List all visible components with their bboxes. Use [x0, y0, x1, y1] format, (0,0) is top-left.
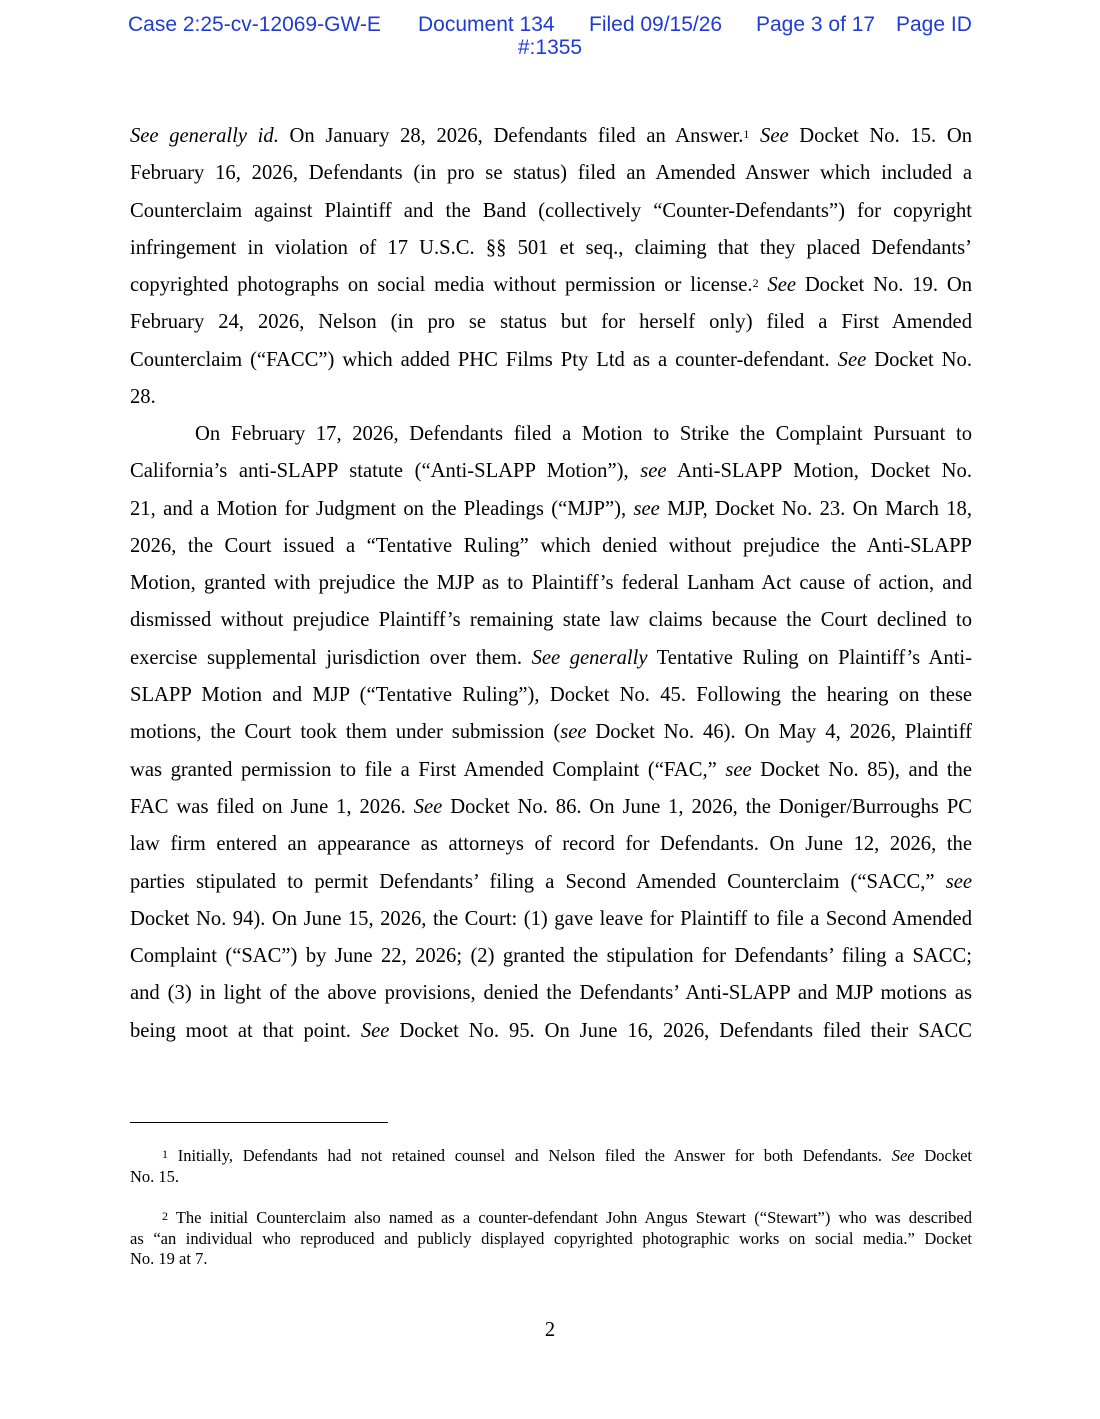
- citation-signal: see: [945, 870, 972, 893]
- text-run: Docket No. 86. On June 1, 2026, the Doniger/Burroughs PC: [442, 795, 973, 818]
- text-run: Docket No.: [866, 348, 972, 371]
- text-run: On January 28, 2026, Defendants filed an Answer.: [278, 125, 744, 147]
- text-line: [130, 453, 972, 490]
- text-line: [130, 752, 972, 789]
- text-run: Docket No. 95. On June 16, 2026, Defendants filed their SACC: [389, 1019, 972, 1042]
- text-line: dismissed without prejudice Plaintiff’s remaining state law claims because the Court declined to: [130, 609, 972, 632]
- page-number: 2: [544, 1319, 556, 1341]
- text-line: February 16, 2026, Defendants (in pro se status) filed an Amended Answer which included a: [130, 162, 972, 185]
- text-run: motions, the Court took them under submission (: [130, 721, 561, 744]
- text-line: No. 19 at 7.: [130, 1249, 208, 1268]
- citation-signal: see: [633, 497, 660, 520]
- page-id-number: #:1355: [517, 36, 583, 59]
- paragraph-2: [130, 416, 972, 1050]
- footnote-divider: [130, 1122, 388, 1123]
- text-run: Docket No. 19. On: [795, 274, 973, 297]
- text-line: 28.: [130, 386, 156, 409]
- text-run: Docket No. 85), and the: [751, 758, 972, 781]
- footnote-marker: 1: [162, 1147, 168, 1161]
- text-line: [130, 864, 972, 901]
- text-line: law firm entered an appearance as attorneys of record for Defendants. On June 12, 2026, the: [130, 833, 972, 856]
- text-run: California’s anti-SLAPP statute (“Anti-SLAPP Motion”),: [130, 460, 641, 483]
- text-run: MJP, Docket No. 23. On March 18,: [659, 497, 972, 520]
- text-run: Initially, Defendants had not retained counsel and Nelson filed the Answer for both Defendants.: [168, 1146, 892, 1165]
- footnote-ref-2[interactable]: 2: [752, 276, 759, 291]
- text-line: [130, 267, 972, 304]
- text-line: Motion, granted with prejudice the MJP as to Plaintiff’s federal Lanham Act cause of action, and: [130, 572, 972, 595]
- text-run: Counterclaim (“FACC”) which added PHC Films Pty Ltd as a counter-defendant.: [130, 348, 838, 371]
- text-line: Counterclaim against Plaintiff and the Band (collectively “Counter-Defendants”) for copyright: [130, 199, 972, 222]
- text-line: as “an individual who reproduced and publicly displayed copyrighted photographic works on social media.” Docket: [130, 1228, 972, 1248]
- case-number: Case 2:25-cv-12069-GW-E: [128, 13, 381, 36]
- text-line: [130, 118, 972, 155]
- text-run: The initial Counterclaim also named as a counter-defendant John Angus Stewart (“Stewart”) who was described: [168, 1208, 972, 1227]
- text-line: [130, 342, 972, 379]
- text-run: Docket No. 46). On May 4, 2026, Plaintiff: [586, 721, 972, 744]
- text-run: FAC was filed on June 1, 2026.: [130, 795, 414, 818]
- citation-signal: See: [891, 1146, 915, 1165]
- filed-date: Filed 09/15/26: [589, 13, 723, 36]
- footnote-ref-1[interactable]: 1: [743, 127, 750, 141]
- text-line: [130, 1208, 972, 1229]
- citation-signal: See: [413, 795, 443, 818]
- citation-signal: See: [767, 274, 796, 297]
- text-line: [130, 789, 972, 826]
- text-line: and (3) in light of the above provisions, denied the Defendants’ Anti-SLAPP and MJP motions as: [130, 982, 972, 1005]
- text-line: On February 17, 2026, Defendants filed a Motion to Strike the Complaint Pursuant to: [195, 423, 972, 445]
- text-line: [130, 714, 972, 751]
- paragraph-1: [130, 118, 972, 416]
- text-line: Docket No. 94). On June 15, 2026, the Court: (1) gave leave for Plaintiff to file a Second Amended: [130, 907, 972, 930]
- page-count: Page 3 of 17: [756, 13, 876, 36]
- text-run: Docket No. 15. On: [788, 125, 972, 147]
- footnote-1: [130, 1146, 972, 1187]
- text-line: Complaint (“SAC”) by June 22, 2026; (2) granted the stipulation for Defendants’ filing a SACC;: [130, 945, 972, 968]
- citation-signal: See: [837, 348, 867, 371]
- text-line: [130, 640, 972, 677]
- ecf-header: [0, 14, 1100, 58]
- text-run: Tentative Ruling on Plaintiff’s Anti-: [647, 646, 973, 669]
- citation-signal: See generally: [531, 646, 648, 669]
- text-run: copyrighted photographs on social media without permission or license.: [130, 274, 753, 297]
- text-run: exercise supplemental jurisdiction over them.: [130, 646, 532, 669]
- document-number: Document 134: [418, 13, 555, 36]
- text-line: infringement in violation of 17 U.S.C. §§ 501 et seq., claiming that they placed Defendants’: [130, 236, 972, 259]
- citation-signal: see: [725, 758, 752, 781]
- footnote-marker: 2: [162, 1209, 168, 1223]
- citation-signal: see: [560, 721, 587, 744]
- text-run: parties stipulated to permit Defendants’ filing a Second Amended Counterclaim (“SACC,”: [130, 870, 946, 893]
- footnote-2: [130, 1208, 972, 1270]
- page-id-label: Page ID: [896, 13, 972, 36]
- text-run: was granted permission to file a First Amended Complaint (“FAC,”: [130, 758, 726, 781]
- citation-signal: See: [360, 1019, 390, 1042]
- citation-signal: See generally id.: [130, 125, 279, 147]
- text-run: Anti-SLAPP Motion, Docket No.: [666, 460, 972, 483]
- citation-signal: see: [640, 460, 667, 483]
- text-run: being moot at that point.: [130, 1019, 361, 1042]
- text-line: SLAPP Motion and MJP (“Tentative Ruling”), Docket No. 45. Following the hearing on these: [130, 684, 972, 707]
- citation-signal: See: [760, 125, 789, 147]
- text-line: [130, 491, 972, 528]
- text-run: 21, and a Motion for Judgment on the Pleadings (“MJP”),: [130, 497, 634, 520]
- text-line: [130, 1013, 972, 1050]
- text-line: 2026, the Court issued a “Tentative Ruling” which denied without prejudice the Anti-SLAPP: [130, 534, 972, 557]
- text-run: Docket: [914, 1146, 972, 1165]
- text-line: February 24, 2026, Nelson (in pro se status but for herself only) filed a First Amended: [130, 311, 972, 334]
- text-line: No. 15.: [130, 1166, 180, 1186]
- text-run: [749, 125, 760, 147]
- text-line: [130, 1146, 972, 1167]
